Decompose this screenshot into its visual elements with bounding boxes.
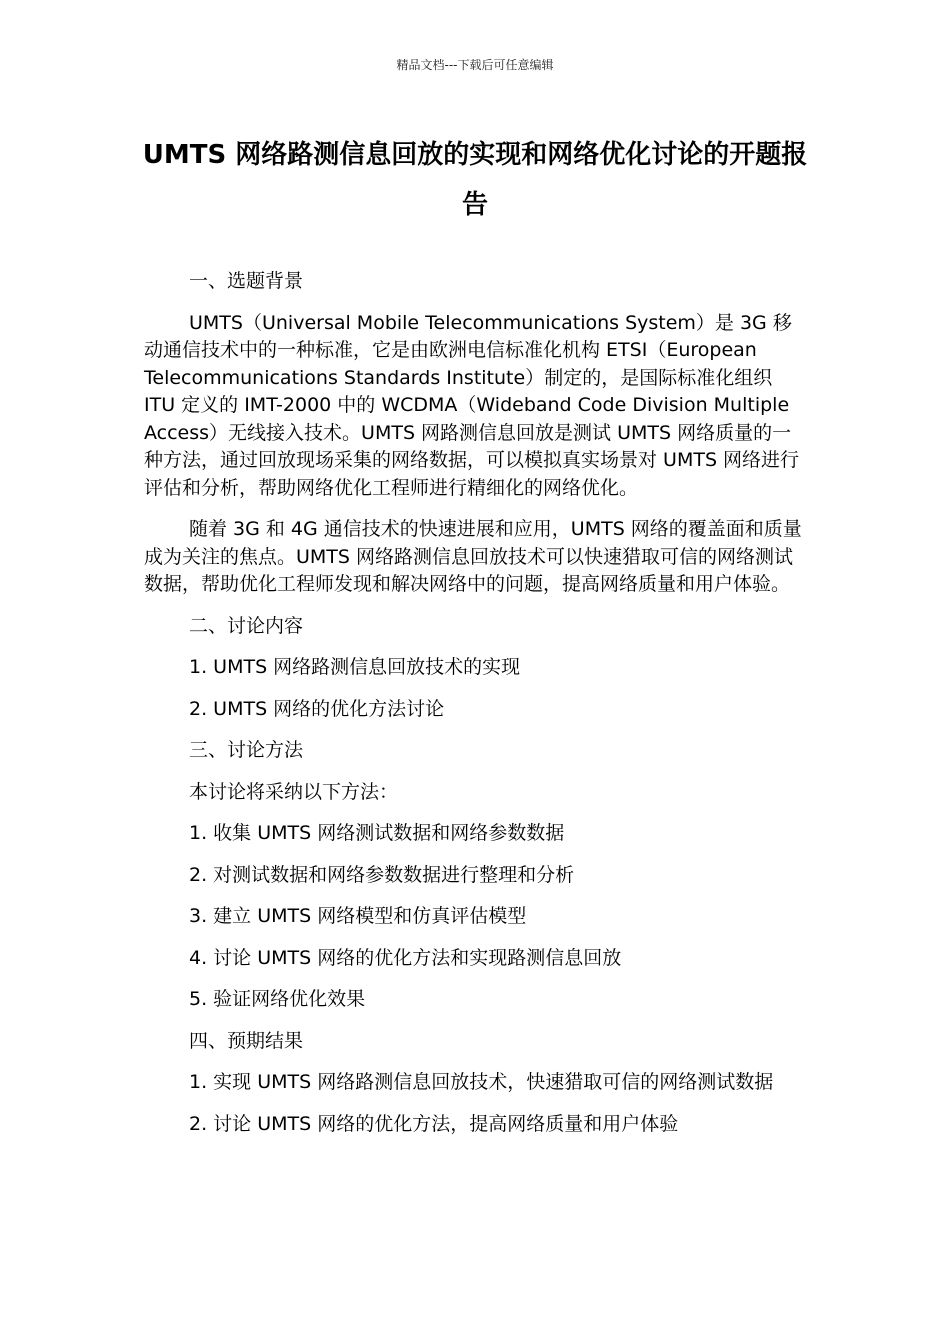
method-item-2: 2. 对测试数据和网络参数数据进行整理和分析 — [189, 863, 575, 886]
section-heading-background: 一、选题背景 — [189, 270, 304, 292]
section-heading-results: 四、预期结果 — [189, 1029, 304, 1052]
page-header: 精品文档---下载后可任意编辑 — [396, 58, 554, 72]
method-item-1: 1. 收集 UMTS 网络测试数据和网络参数数据 — [189, 822, 565, 844]
section-heading-content: 二、讨论内容 — [189, 614, 304, 637]
background-paragraph-1: UMTS（Universal Mobile Telecommunications System）是 3G 移动通信技术中的一种标准，它是由欧洲电信标准化机构 ETSI（European Telecommunications Standards Institute）制定的，是国际标准化组织 ITU 定义的 IMT-2000 中的 WCDMA（Wideband Code Division Multiple Access）无线接入技术。UMTS 网路测信息回放是测试 UMTS 网络质量的一种方法，通过回放现场采集的网络数据，可以模拟真实场景对 UMTS 网络进行评估和分析，帮助网络优化工程师进行精细化的网络优化。 — [144, 311, 800, 499]
method-item-4: 4. 讨论 UMTS 网络的优化方法和实现路测信息回放 — [189, 946, 622, 969]
document-title: UMTS 网络路测信息回放的实现和网络优化讨论的开题报告 — [142, 140, 808, 220]
content-item-2: 2. UMTS 网络的优化方法讨论 — [189, 697, 445, 720]
method-item-3: 3. 建立 UMTS 网络模型和仿真评估模型 — [189, 905, 527, 927]
result-item-1: 1. 实现 UMTS 网络路测信息回放技术，快速猎取可信的网络测试数据 — [189, 1071, 774, 1093]
method-intro: 本讨论将采纳以下方法： — [189, 780, 399, 803]
section-heading-method: 三、讨论方法 — [189, 739, 304, 761]
document-body — [144, 268, 808, 1152]
background-paragraph-2: 随着 3G 和 4G 通信技术的快速进展和应用，UMTS 网络的覆盖面和质量成为关注的焦点。UMTS 网络路测信息回放技术可以快速猎取可信的网络测试数据，帮助优化工程师发现和解决网络中的问题，提高网络质量和用户体验。 — [144, 518, 802, 595]
result-item-2: 2. 讨论 UMTS 网络的优化方法，提高网络质量和用户体验 — [189, 1112, 679, 1135]
method-item-5: 5. 验证网络优化效果 — [189, 988, 366, 1010]
content-item-1: 1. UMTS 网络路测信息回放技术的实现 — [189, 656, 521, 678]
